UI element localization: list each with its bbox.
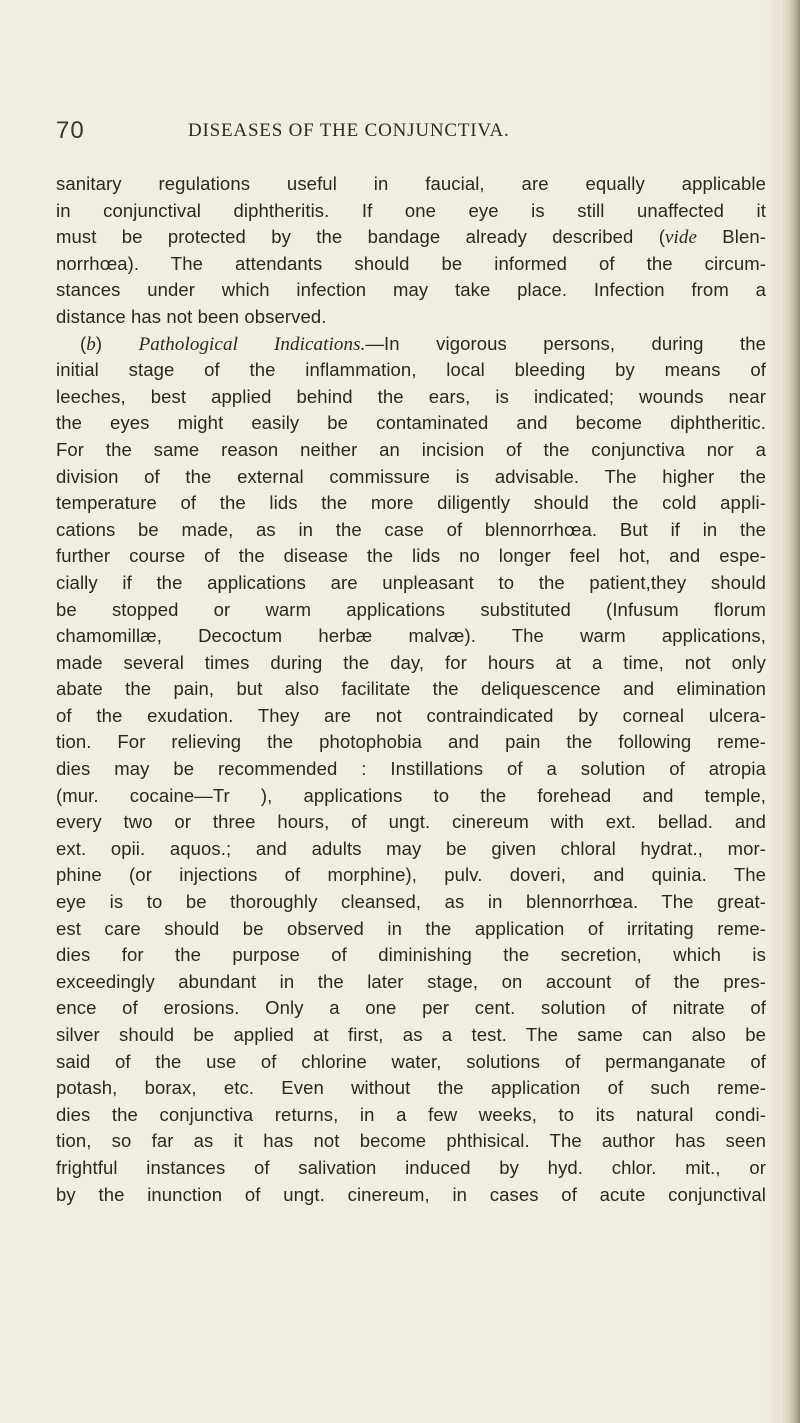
- text-line: sanitary regulations useful in faucial, are equally applicable: [56, 173, 766, 194]
- text-line: est care should be observed in the application of irritating reme-: [56, 917, 766, 939]
- text-line: in conjunctival diphtheritis. If one eye is still unaffected it: [56, 199, 766, 221]
- text-line: dies for the purpose of diminishing the secretion, which is: [56, 944, 766, 966]
- text-line: eye is to be thoroughly cleansed, as in blennorrhœa. The great-: [56, 891, 766, 913]
- text-line: made several times during the day, for hours at a time, not only: [56, 651, 766, 673]
- text-span: must be protected by the bandage already described (: [56, 226, 665, 248]
- text-line: silver should be applied at first, as a test. The same can also be: [56, 1024, 766, 1045]
- text-line: exceedingly abundant in the later stage, on account of the pres-: [56, 970, 766, 992]
- text-line: cations be made, as in the case of blennorrhœa. But if in the: [56, 518, 766, 540]
- text-line: cially if the applications are unpleasant to the patient,they should: [56, 571, 766, 593]
- text-span: —In vigorous persons, during the: [365, 332, 766, 354]
- text-line: (mur. cocaine—Tr ), applications to the forehead and temple,: [56, 784, 766, 806]
- text-line: dies may be recommended : Instillations of a solution of atropia: [56, 758, 766, 780]
- text-line: by the inunction of ungt. cinereum, in cases of acute conjunctival: [56, 1183, 766, 1205]
- page-edge: [780, 0, 800, 1423]
- section-marker: b: [86, 333, 96, 355]
- text-line: dies the conjunctiva returns, in a few weeks, to its natural condi-: [56, 1103, 766, 1125]
- page-number: 70: [56, 117, 85, 144]
- text-line: ext. opii. aquos.; and adults may be given chloral hydrat., mor-: [56, 837, 766, 859]
- text-line: chamomillæ, Decoctum herbæ malvæ). The warm applications,: [56, 625, 766, 647]
- vide-italic: vide: [664, 227, 697, 249]
- text-line: division of the external commissure is advisable. The higher the: [56, 465, 766, 487]
- text-line: the eyes might easily be contaminated and become diphtheritic.: [56, 412, 766, 434]
- page-header: [56, 117, 756, 153]
- text-line: norrhœa). The attendants should be informed of the circum-: [56, 252, 766, 274]
- text-line: further course of the disease the lids no longer feel hot, and espe-: [56, 545, 766, 567]
- body-text: [56, 171, 766, 1208]
- running-head: DISEASES OF THE CONJUNCTIVA.: [188, 120, 510, 141]
- text-line: every two or three hours, of ungt. cinereum with ext. bellad. and: [56, 811, 766, 833]
- section-heading: Pathological Indications.: [138, 333, 366, 355]
- page-gutter-shadow: [766, 0, 780, 1423]
- text-line: tion. For relieving the photophobia and pain the following reme-: [56, 731, 766, 753]
- text-line: ence of erosions. Only a one per cent. solution of nitrate of: [56, 997, 766, 1019]
- text-line: phine (or injections of morphine), pulv. doveri, and quinia. The: [56, 864, 766, 886]
- text-line: be stopped or warm applications substituted (Infusum florum: [56, 598, 766, 620]
- text-line: leeches, best applied behind the ears, is indicated; wounds near: [56, 385, 766, 407]
- text-line: initial stage of the inflammation, local bleeding by means of: [56, 359, 766, 381]
- text-line: For the same reason neither an incision of the conjunctiva nor a: [56, 438, 766, 460]
- text-line: temperature of the lids the more diligently should the cold appli-: [56, 492, 766, 514]
- text-line: abate the pain, but also facilitate the deliquescence and elimination: [56, 678, 766, 700]
- text-line: distance has not been observed.: [56, 305, 327, 327]
- section-heading-line: (b) Pathological Indications.—In vigorous persons, during the: [80, 332, 766, 355]
- text-line: tion, so far as it has not become phthisical. The author has seen: [56, 1130, 766, 1152]
- text-line: stances under which infection may take place. Infection from a: [56, 279, 766, 301]
- text-line: said of the use of chlorine water, solutions of permanganate of: [56, 1050, 766, 1072]
- text-line: [56, 224, 766, 251]
- text-line: potash, borax, etc. Even without the application of such reme-: [56, 1077, 766, 1099]
- text-span: Blen-: [697, 226, 766, 248]
- text-line: of the exudation. They are not contraindicated by corneal ulcera-: [56, 704, 766, 726]
- text-line: frightful instances of salivation induced by hyd. chlor. mit., or: [56, 1156, 766, 1178]
